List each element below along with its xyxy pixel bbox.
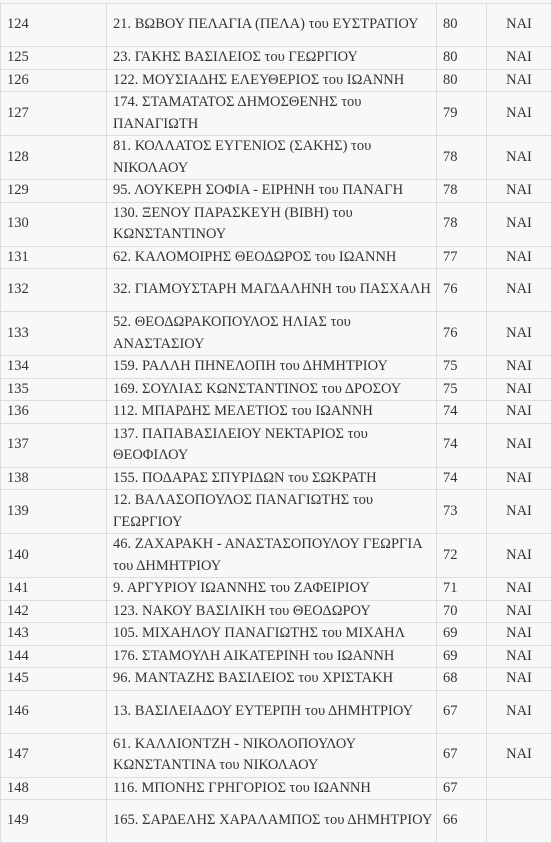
rank-cell: 136 [1, 401, 107, 424]
status-cell: ΝΑΙ [487, 645, 551, 668]
rank-cell: 148 [1, 777, 107, 800]
score-cell: 80 [437, 69, 487, 92]
candidate-name-cell: 81. ΚΟΛΛΑΤΟΣ ΕΥΓΕΝΙΟΣ (ΣΑΚΗΣ) του ΝΙΚΟΛΑΟΥ [107, 136, 437, 180]
status-cell: ΝΑΙ [487, 690, 551, 733]
table-row [1, 534, 551, 578]
status-cell: ΝΑΙ [487, 312, 551, 356]
table-row [1, 312, 551, 356]
candidate-name-cell: 46. ΖΑΧΑΡΑΚΗ - ΑΝΑΣΤΑΣΟΠΟΥΛΟΥ ΓΕΩΡΓΙΑ του ΔΗΜΗΤΡΙΟΥ [107, 534, 437, 578]
table-row [1, 47, 551, 70]
candidate-name-cell: 176. ΣΤΑΜΟΥΛΗ ΑΙΚΑΤΕΡΙΝΗ του ΙΩΑΝΝΗ [107, 645, 437, 668]
candidate-name-cell: 123. ΝΑΚΟΥ ΒΑΣΙΛΙΚΗ του ΘΕΟΔΩΡΟΥ [107, 600, 437, 623]
status-cell: ΝΑΙ [487, 92, 551, 136]
table-row [1, 4, 551, 47]
rank-cell: 139 [1, 490, 107, 534]
candidate-name-cell: 61. ΚΑΛΛΙΟΝΤΖΗ - ΝΙΚΟΛΟΠΟΥΛΟΥ ΚΩΝΣΤΑΝΤΙΝΑ του ΝΙΚΟΛΑΟΥ [107, 733, 437, 777]
rank-cell: 144 [1, 645, 107, 668]
score-cell: 69 [437, 645, 487, 668]
rank-cell: 129 [1, 180, 107, 203]
score-cell: 78 [437, 136, 487, 180]
rank-cell: 125 [1, 47, 107, 70]
status-cell: ΝΑΙ [487, 47, 551, 70]
table-row [1, 378, 551, 401]
candidate-name-cell: 174. ΣΤΑΜΑΤΑΤΟΣ ΔΗΜΟΣΘΕΝΗΣ του ΠΑΝΑΓΙΩΤΗ [107, 92, 437, 136]
candidate-name-cell: 165. ΣΑΡΔΕΛΗΣ ΧΑΡΑΛΑΜΠΟΣ του ΔΗΜΗΤΡΙΟΥ [107, 800, 437, 843]
table-row [1, 92, 551, 136]
score-cell: 75 [437, 378, 487, 401]
rank-cell: 143 [1, 623, 107, 646]
table-row [1, 401, 551, 424]
status-cell: ΝΑΙ [487, 733, 551, 777]
score-cell: 74 [437, 401, 487, 424]
table-row [1, 490, 551, 534]
status-cell: ΝΑΙ [487, 202, 551, 246]
results-table-body [1, 4, 551, 843]
candidate-name-cell: 32. ΓΙΑΜΟΥΣΤΑΡΗ ΜΑΓΔΑΛΗΝΗ του ΠΑΣΧΑΛΗ [107, 269, 437, 312]
candidate-name-cell: 62. ΚΑΛΟΜΟΙΡΗΣ ΘΕΟΔΩΡΟΣ του ΙΩΑΝΝΗ [107, 246, 437, 269]
candidate-name-cell: 23. ΓΑΚΗΣ ΒΑΣΙΛΕΙΟΣ του ΓΕΩΡΓΙΟΥ [107, 47, 437, 70]
rank-cell: 127 [1, 92, 107, 136]
rank-cell: 130 [1, 202, 107, 246]
score-cell: 80 [437, 47, 487, 70]
rank-cell: 141 [1, 578, 107, 601]
score-cell: 72 [437, 534, 487, 578]
table-row [1, 269, 551, 312]
rank-cell: 132 [1, 269, 107, 312]
rank-cell: 145 [1, 668, 107, 691]
status-cell [487, 800, 551, 843]
status-cell: ΝΑΙ [487, 578, 551, 601]
score-cell: 67 [437, 777, 487, 800]
table-row [1, 356, 551, 379]
results-table [0, 3, 551, 843]
table-row [1, 202, 551, 246]
table-row [1, 246, 551, 269]
status-cell: ΝΑΙ [487, 69, 551, 92]
score-cell: 69 [437, 623, 487, 646]
status-cell: ΝΑΙ [487, 136, 551, 180]
candidate-name-cell: 116. ΜΠΟΝΗΣ ΓΡΗΓΟΡΙΟΣ του ΙΩΑΝΝΗ [107, 777, 437, 800]
table-row [1, 690, 551, 733]
score-cell: 67 [437, 733, 487, 777]
score-cell: 78 [437, 202, 487, 246]
status-cell [487, 777, 551, 800]
rank-cell: 146 [1, 690, 107, 733]
table-row [1, 733, 551, 777]
status-cell: ΝΑΙ [487, 423, 551, 467]
table-row [1, 668, 551, 691]
score-cell: 73 [437, 490, 487, 534]
table-row [1, 623, 551, 646]
candidate-name-cell: 137. ΠΑΠΑΒΑΣΙΛΕΙΟΥ ΝΕΚΤΑΡΙΟΣ του ΘΕΟΦΙΛΟΥ [107, 423, 437, 467]
rank-cell: 124 [1, 4, 107, 47]
table-row [1, 600, 551, 623]
table-row [1, 136, 551, 180]
rank-cell: 133 [1, 312, 107, 356]
score-cell: 71 [437, 578, 487, 601]
candidate-name-cell: 96. ΜΑΝΤΑΖΗΣ ΒΑΣΙΛΕΙΟΣ του ΧΡΙΣΤΑΚΗ [107, 668, 437, 691]
status-cell: ΝΑΙ [487, 600, 551, 623]
table-row [1, 69, 551, 92]
candidate-name-cell: 21. ΒΩΒΟΥ ΠΕΛΑΓΙΑ (ΠΕΛΑ) του ΕΥΣΤΡΑΤΙΟΥ [107, 4, 437, 47]
table-row [1, 180, 551, 203]
rank-cell: 147 [1, 733, 107, 777]
status-cell: ΝΑΙ [487, 269, 551, 312]
table-row [1, 645, 551, 668]
status-cell: ΝΑΙ [487, 356, 551, 379]
status-cell: ΝΑΙ [487, 534, 551, 578]
status-cell: ΝΑΙ [487, 623, 551, 646]
rank-cell: 137 [1, 423, 107, 467]
status-cell: ΝΑΙ [487, 401, 551, 424]
rank-cell: 131 [1, 246, 107, 269]
candidate-name-cell: 52. ΘΕΟΔΩΡΑΚΟΠΟΥΛΟΣ ΗΛΙΑΣ του ΑΝΑΣΤΑΣΙΟΥ [107, 312, 437, 356]
candidate-name-cell: 122. ΜΟΥΣΙΑΔΗΣ ΕΛΕΥΘΕΡΙΟΣ του ΙΩΑΝΝΗ [107, 69, 437, 92]
table-row [1, 467, 551, 490]
candidate-name-cell: 105. ΜΙΧΑΗΛΟΥ ΠΑΝΑΓΙΩΤΗΣ του ΜΙΧΑΗΛ [107, 623, 437, 646]
candidate-name-cell: 13. ΒΑΣΙΛΕΙΑΔΟΥ ΕΥΤΕΡΠΗ του ΔΗΜΗΤΡΙΟΥ [107, 690, 437, 733]
candidate-name-cell: 130. ΞΕΝΟΥ ΠΑΡΑΣΚΕΥΗ (ΒΙΒΗ) του ΚΩΝΣΤΑΝΤΙΝΟΥ [107, 202, 437, 246]
score-cell: 76 [437, 269, 487, 312]
score-cell: 78 [437, 180, 487, 203]
status-cell: ΝΑΙ [487, 668, 551, 691]
status-cell: ΝΑΙ [487, 490, 551, 534]
rank-cell: 135 [1, 378, 107, 401]
table-row [1, 777, 551, 800]
score-cell: 74 [437, 423, 487, 467]
status-cell: ΝΑΙ [487, 4, 551, 47]
rank-cell: 126 [1, 69, 107, 92]
score-cell: 75 [437, 356, 487, 379]
score-cell: 77 [437, 246, 487, 269]
status-cell: ΝΑΙ [487, 467, 551, 490]
candidate-name-cell: 9. ΑΡΓΥΡΙΟΥ ΙΩΑΝΝΗΣ του ΖΑΦΕΙΡΙΟΥ [107, 578, 437, 601]
table-row [1, 578, 551, 601]
score-cell: 74 [437, 467, 487, 490]
score-cell: 80 [437, 4, 487, 47]
candidate-name-cell: 159. ΡΑΛΛΗ ΠΗΝΕΛΟΠΗ του ΔΗΜΗΤΡΙΟΥ [107, 356, 437, 379]
rank-cell: 149 [1, 800, 107, 843]
candidate-name-cell: 95. ΛΟΥΚΕΡΗ ΣΟΦΙΑ - ΕΙΡΗΝΗ του ΠΑΝΑΓΗ [107, 180, 437, 203]
rank-cell: 140 [1, 534, 107, 578]
rank-cell: 128 [1, 136, 107, 180]
status-cell: ΝΑΙ [487, 246, 551, 269]
score-cell: 67 [437, 690, 487, 733]
candidate-name-cell: 12. ΒΑΛΑΣΟΠΟΥΛΟΣ ΠΑΝΑΓΙΩΤΗΣ του ΓΕΩΡΓΙΟΥ [107, 490, 437, 534]
score-cell: 76 [437, 312, 487, 356]
candidate-name-cell: 112. ΜΠΑΡΔΗΣ ΜΕΛΕΤΙΟΣ του ΙΩΑΝΝΗ [107, 401, 437, 424]
rank-cell: 134 [1, 356, 107, 379]
score-cell: 68 [437, 668, 487, 691]
candidate-name-cell: 155. ΠΟΔΑΡΑΣ ΣΠΥΡΙΔΩΝ του ΣΩΚΡΑΤΗ [107, 467, 437, 490]
rank-cell: 142 [1, 600, 107, 623]
status-cell: ΝΑΙ [487, 180, 551, 203]
table-row [1, 423, 551, 467]
rank-cell: 138 [1, 467, 107, 490]
table-row [1, 800, 551, 843]
score-cell: 66 [437, 800, 487, 843]
status-cell: ΝΑΙ [487, 378, 551, 401]
score-cell: 79 [437, 92, 487, 136]
candidate-name-cell: 169. ΣΟΥΛΙΑΣ ΚΩΝΣΤΑΝΤΙΝΟΣ του ΔΡΟΣΟΥ [107, 378, 437, 401]
score-cell: 70 [437, 600, 487, 623]
